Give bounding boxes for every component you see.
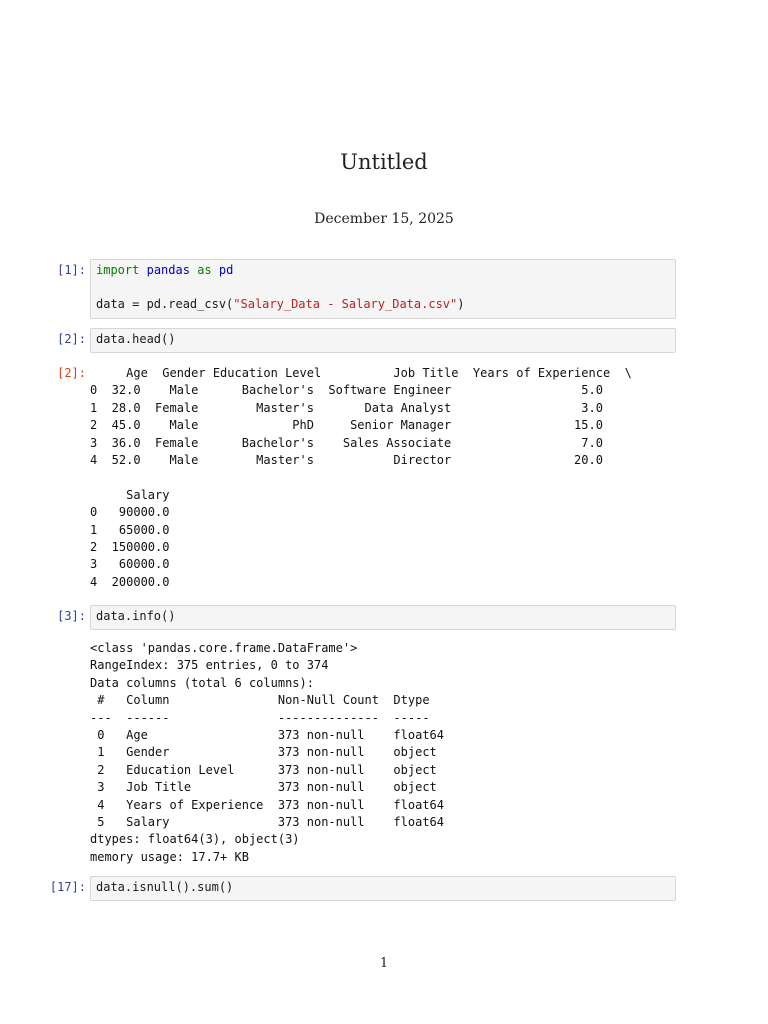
input-prompt-1: [1]: (57, 263, 86, 277)
output-prompt-2: [2]: (57, 366, 86, 380)
input-prompt-3: [3]: (57, 609, 86, 623)
code-suffix: ) (457, 297, 465, 312)
code-cell-2[interactable] (90, 328, 676, 353)
code-cell-17[interactable] (90, 876, 676, 901)
keyword-import: import (96, 263, 140, 277)
module-pandas: pandas (146, 263, 190, 277)
code-line-2 (96, 296, 670, 313)
page-title: Untitled (340, 150, 428, 174)
code-text-17: data.isnull().sum() (96, 880, 234, 894)
info-output: <class 'pandas.core.frame.DataFrame'> RangeIndex: 375 entries, 0 to 374 Data columns (total 6 columns): # Column Non-Null Count Dtype --- ------ -------------- ----- 0 Age 373 non-null float64 1 Gender 373 non-null object 2 Education Level 373 non-null object 3 Job Title 373 non-null object 4 Years of Experience 373 non-null float64 5 Salary 373 non-null float64 dtypes: float64(3), object(3) memory usage: 17.7+ KB (90, 641, 445, 864)
code-cell-3[interactable] (90, 605, 676, 630)
keyword-as: as (197, 263, 212, 277)
input-prompt-17: [17]: (49, 880, 86, 894)
alias-pd: pd (218, 263, 234, 277)
code-cell-1[interactable] (90, 259, 676, 319)
code-string: "Salary_Data - Salary_Data.csv" (233, 297, 458, 312)
code-text-2: data.head() (96, 332, 176, 346)
code-line-1 (96, 262, 670, 279)
input-prompt-2: [2]: (57, 332, 86, 346)
code-prefix: data = pd.read_csv( (96, 297, 234, 312)
page-number: 1 (379, 956, 389, 971)
dataframe-head-output: Age Gender Education Level Job Title Years of Experience \ 0 32.0 Male Bachelor's Software Engineer 5.0 1 28.0 Female Master's Data Analyst 3.0 2 45.0 Male PhD Senior Manager 15.0 3 36.0 Female Bachelor's Sales Associate 7.0 4 52.0 Male Master's Director 20.0 Salary 0 90000.0 1 65000.0 2 150000.0 3 60000.0 4 200000.0 (90, 366, 632, 589)
page-date: December 15, 2025 (314, 211, 454, 227)
code-text-3: data.info() (96, 609, 176, 623)
